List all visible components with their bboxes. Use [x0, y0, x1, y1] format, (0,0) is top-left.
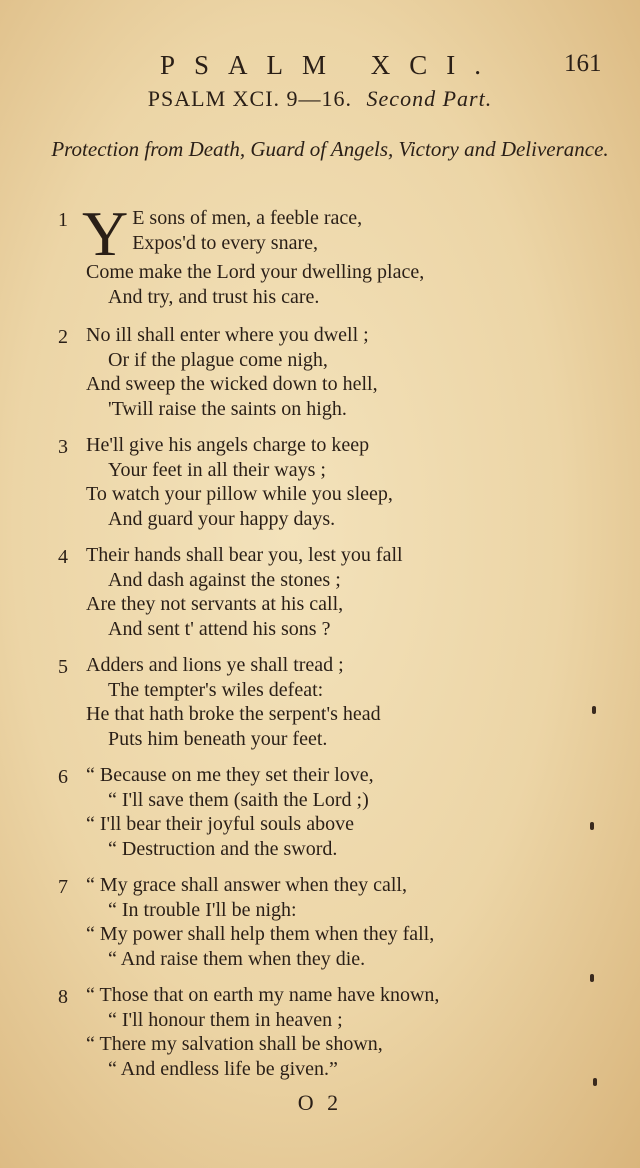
bleed-through-mark	[592, 706, 596, 714]
stanza-line: “ In trouble I'll be nigh:	[108, 898, 297, 921]
stanza-line: Puts him beneath your feet.	[108, 727, 328, 750]
stanza-1	[0, 198, 640, 309]
stanza-2	[0, 323, 640, 421]
bleed-through-mark	[590, 822, 594, 830]
stanza-3	[0, 433, 640, 531]
stanza-line: Or if the plague come nigh,	[108, 348, 328, 371]
stanza-number: 4	[58, 546, 68, 568]
psalm-subheading	[0, 86, 640, 112]
stanza-line: And sweep the wicked down to hell,	[86, 373, 378, 395]
stanza-line: And dash against the stones ;	[108, 568, 341, 591]
stanza-line: “ My power shall help them when they fall,	[86, 923, 435, 945]
stanza-line: Are they not servants at his call,	[86, 593, 344, 615]
stanza-5	[0, 653, 640, 751]
stanza-number: 7	[58, 876, 68, 898]
stanza-line: “ Those that on earth my name have known,	[86, 984, 440, 1006]
stanza-number: 3	[58, 436, 68, 458]
signature-mark: O 2	[297, 1090, 343, 1115]
stanza-6	[0, 763, 640, 861]
stanza-7	[0, 873, 640, 971]
stanza-line: “ And endless life be given.”	[108, 1057, 338, 1080]
stanza-number: 1	[58, 209, 68, 231]
stanza-line: E sons of men, a feeble race,	[132, 207, 363, 229]
stanza-line: Their hands shall bear you, lest you fall	[86, 544, 403, 566]
stanza-number: 6	[58, 766, 68, 788]
stanza-line: “ I'll save them (saith the Lord ;)	[108, 788, 369, 811]
stanza-line: No ill shall enter where you dwell ;	[86, 324, 369, 346]
running-head	[0, 50, 640, 84]
stanza-line: “ My grace shall answer when they call,	[86, 874, 407, 896]
running-title: PSALM XCI.	[160, 50, 501, 80]
bleed-through-mark	[590, 974, 594, 982]
psalm-argument: Protection from Death, Guard of Angels, Victory and Deliverance.	[51, 137, 609, 161]
stanza-line: “ I'll bear their joyful souls above	[86, 813, 354, 835]
stanza-line: To watch your pillow while you sleep,	[86, 483, 393, 505]
page-number: 161	[564, 50, 602, 77]
psalm-reference: PSALM XCI. 9—16.	[147, 86, 353, 111]
stanza-line: He that hath broke the serpent's head	[86, 703, 381, 725]
stanza-line: And try, and trust his care.	[108, 285, 320, 308]
stanza-line: He'll give his angels charge to keep	[86, 434, 370, 456]
stanza-8	[0, 983, 640, 1081]
bleed-through-mark	[593, 1078, 597, 1086]
stanza-line: “ Because on me they set their love,	[86, 764, 374, 786]
stanza-line: Your feet in all their ways ;	[108, 458, 326, 481]
stanza-line: And sent t' attend his sons ?	[108, 617, 331, 640]
stanza-line: “ There my salvation shall be shown,	[86, 1033, 383, 1055]
stanza-line: The tempter's wiles defeat:	[108, 678, 324, 701]
stanza-line: 'Twill raise the saints on high.	[108, 397, 347, 420]
stanza-number: 8	[58, 986, 68, 1008]
drop-cap: Y	[82, 198, 129, 269]
psalm-part: Second Part.	[366, 86, 493, 111]
stanza-line: “ And raise them when they die.	[108, 947, 366, 970]
stanza-line: Adders and lions ye shall tread ;	[86, 654, 344, 676]
stanza-4	[0, 543, 640, 641]
stanza-number: 5	[58, 656, 68, 678]
stanza-line: Expos'd to every snare,	[132, 231, 318, 254]
stanza-line: Come make the Lord your dwelling place,	[86, 261, 425, 283]
stanza-line: And guard your happy days.	[108, 507, 336, 530]
hymn-verses	[0, 198, 640, 1093]
stanza-line: “ Destruction and the sword.	[108, 837, 338, 860]
stanza-number: 2	[58, 326, 68, 348]
stanza-line: “ I'll honour them in heaven ;	[108, 1008, 343, 1031]
